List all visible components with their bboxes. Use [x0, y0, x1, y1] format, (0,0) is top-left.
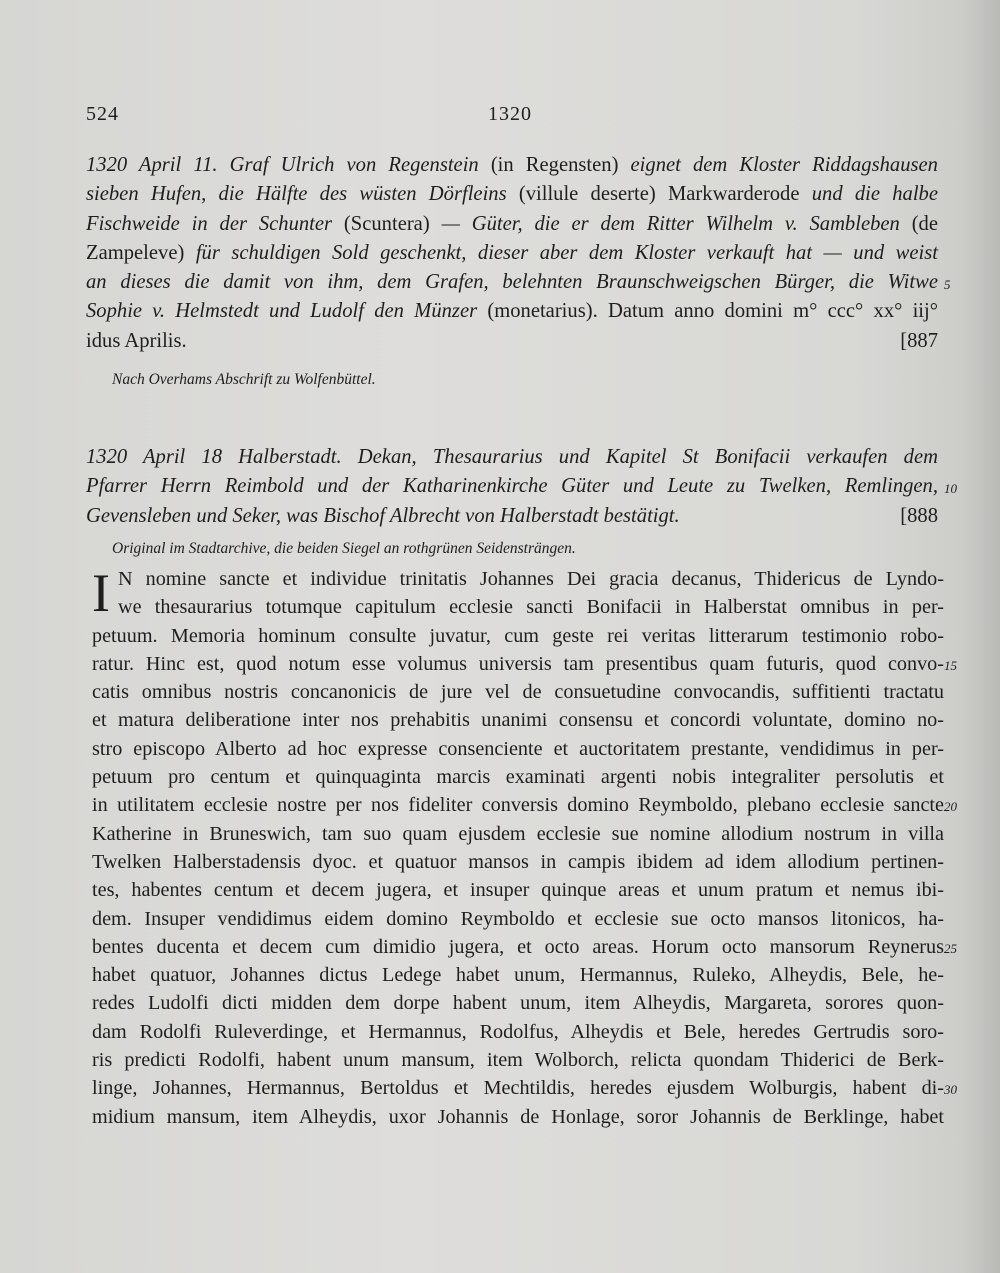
charter-line-text: catis omnibus nostris concanonicis de jure vel de consuetudine convocandis, suffitienti tractatu [92, 681, 944, 704]
charter-line [92, 1103, 944, 1131]
text-segment: idus Aprilis. [86, 329, 187, 352]
text-segment: (de [911, 212, 938, 235]
text-segment: Gevensleben und Seker, was Bischof Albrecht von Halberstadt bestätigt. [86, 504, 680, 527]
text-segment: 1320 April 18 Halberstadt. Dekan, Thesaurarius und Kapitel St Bonifacii verkaufen dem [86, 446, 938, 468]
charter-line-text: ratur. Hinc est, quod notum esse volumus universis tam presentibus quam futuris, quod convo- [92, 652, 944, 675]
charter-line [92, 933, 957, 961]
entry-line [86, 151, 938, 180]
charter-line [92, 622, 944, 650]
text-segment: (Scuntera) [343, 212, 442, 235]
text-segment: (villule deserte) Markwarderode [518, 183, 812, 206]
text-segment: (monetarius). Datum anno domini m° ccc° xx° iij° [487, 300, 938, 323]
regest-entry-887 [86, 151, 951, 356]
entry-line [86, 502, 938, 531]
text-segment: 1320 April 11. Graf Ulrich von Regenstein [86, 154, 491, 176]
charter-line-text: in utilitatem ecclesie nostre per nos fideliter conversis domino Reymboldo, plebano ecclesie sancte [92, 794, 944, 817]
text-segment: — Güter, die er dem Ritter Wilhelm v. Sambleben [441, 212, 912, 235]
charter-line-text: we thesaurarius totumque capitulum ecclesie sancti Bonifacii in Halberstat omnibus in per- [118, 596, 944, 619]
charter-line [92, 961, 944, 989]
entry-line [86, 327, 938, 356]
charter-line [92, 706, 944, 734]
charter-line [92, 1046, 944, 1074]
entry-line [86, 443, 938, 472]
register-number: [887 [900, 329, 938, 352]
margin-line-number: 30 [944, 1082, 957, 1098]
running-year: 1320 [488, 103, 532, 125]
entry-line [86, 239, 938, 268]
charter-line [92, 650, 957, 678]
charter-line [92, 989, 944, 1017]
charter-line-text: dem. Insuper vendidimus eidem domino Reymboldo et ecclesie sue octo mansos litonicos, ha- [92, 907, 944, 930]
source-note-887: Nach Overhams Abschrift zu Wolfenbüttel. [112, 371, 376, 388]
charter-line-text: N nomine sancte et individue trinitatis Johannes Dei gracia decanus, Thidericus de Lyndo- [118, 568, 944, 590]
text-segment: sieben Hufen, die Hälfte des wüsten Dörfleins [86, 183, 519, 206]
text-segment: Sophie v. Helmstedt und Ludolf den Münzer [86, 300, 488, 323]
text-segment: (in Regensten) [490, 154, 631, 176]
entry-line [86, 180, 938, 209]
entry-line [86, 472, 957, 501]
charter-line [92, 820, 944, 848]
charter-line [92, 791, 957, 819]
text-segment: eignet dem Kloster Riddagshausen [630, 154, 938, 176]
charter-line [92, 678, 944, 706]
entry-line [86, 210, 938, 239]
charter-text [92, 565, 957, 1131]
page-number: 524 [86, 103, 119, 125]
charter-line-text: dam Rodolfi Ruleverdinge, et Hermannus, Rodolfus, Alheydis et Bele, heredes Gertrudis soro- [92, 1020, 944, 1043]
charter-line [92, 763, 944, 791]
drop-initial: I [92, 563, 110, 623]
charter-line [92, 1074, 957, 1102]
charter-line-text: petuum. Memoria hominum consulte juvatur, cum geste rei veritas litterarum testimonio robo- [92, 624, 944, 647]
charter-line [92, 735, 944, 763]
text-segment: für schuldigen Sold geschenkt, dieser aber dem Kloster verkauft hat — und weist [195, 241, 939, 264]
charter-line-text: tes, habentes centum et decem jugera, et insuper quinque areas et unum pratum et nemus ibi- [92, 879, 944, 902]
charter-line-text: Twelken Halberstadensis dyoc. et quatuor mansos in campis ibidem ad idem allodium pertinen- [92, 850, 944, 873]
charter-line [92, 848, 944, 876]
charter-line-text: ris predicti Rodolfi, habent unum mansum, item Wolborch, relicta quondam Thiderici de Berk- [92, 1049, 944, 1072]
charter-line-text: bentes ducenta et decem cum dimidio jugera, et octo areas. Horum octo mansorum Reynerus [92, 935, 944, 958]
charter-line [92, 876, 944, 904]
margin-line-number: 15 [944, 657, 957, 673]
regest-entry-888 [86, 443, 957, 531]
register-number: [888 [900, 504, 938, 527]
text-segment: und die halbe [811, 183, 938, 206]
charter-line-text: Katherine in Bruneswich, tam suo quam ejusdem ecclesie sue nomine allodium nostrum in villa [92, 822, 944, 845]
page-edge-shadow [960, 0, 1000, 1273]
margin-line-number: 25 [944, 940, 957, 956]
charter-line-text: et matura deliberatione inter nos prehabitis unanimi consensu et concordi voluntate, domino no- [92, 709, 944, 732]
charter-line [92, 593, 944, 621]
margin-line-number: 10 [944, 481, 957, 497]
charter-line-text: habet quatuor, Johannes dictus Ledege habet unum, Hermannus, Ruleko, Alheydis, Bele, he- [92, 964, 944, 987]
source-note-888: Original im Stadtarchive, die beiden Siegel an rothgrünen Seidensträngen. [112, 540, 576, 557]
text-segment: an dieses die damit von ihm, dem Grafen, belehnten Braunschweigschen Bürger, die Witwe [86, 271, 938, 294]
charter-line [92, 1018, 944, 1046]
entry-line [86, 297, 938, 326]
charter-line-text: midium mansum, item Alheydis, uxor Johannis de Honlage, soror Johannis de Berklinge, habet [92, 1105, 944, 1128]
charter-line-text: petuum pro centum et quinquaginta marcis examinati argenti nobis integraliter persolutis et [92, 766, 944, 789]
charter-line-text: stro episcopo Alberto ad hoc expresse consenciente et auctoritatem prestante, vendidimus in per- [92, 737, 944, 760]
margin-line-number: 20 [944, 799, 957, 815]
charter-line-text: redes Ludolfi dicti midden dem dorpe habent unum, item Alheydis, Margareta, sorores quon- [92, 992, 944, 1015]
running-header [86, 103, 946, 133]
text-segment: Zampeleve) [86, 241, 196, 264]
text-segment: Pfarrer Herrn Reimbold und der Katharinenkirche Güter und Leute zu Twelken, Remlingen, [86, 475, 938, 498]
charter-line-text: linge, Johannes, Hermannus, Bertoldus et Mechtildis, heredes ejusdem Wolburgis, habent di- [92, 1077, 944, 1100]
text-segment: Fischweide in der Schunter [86, 212, 344, 235]
charter-line [92, 565, 944, 593]
entry-line [86, 268, 951, 297]
charter-line [92, 905, 944, 933]
margin-line-number: 5 [944, 277, 951, 293]
